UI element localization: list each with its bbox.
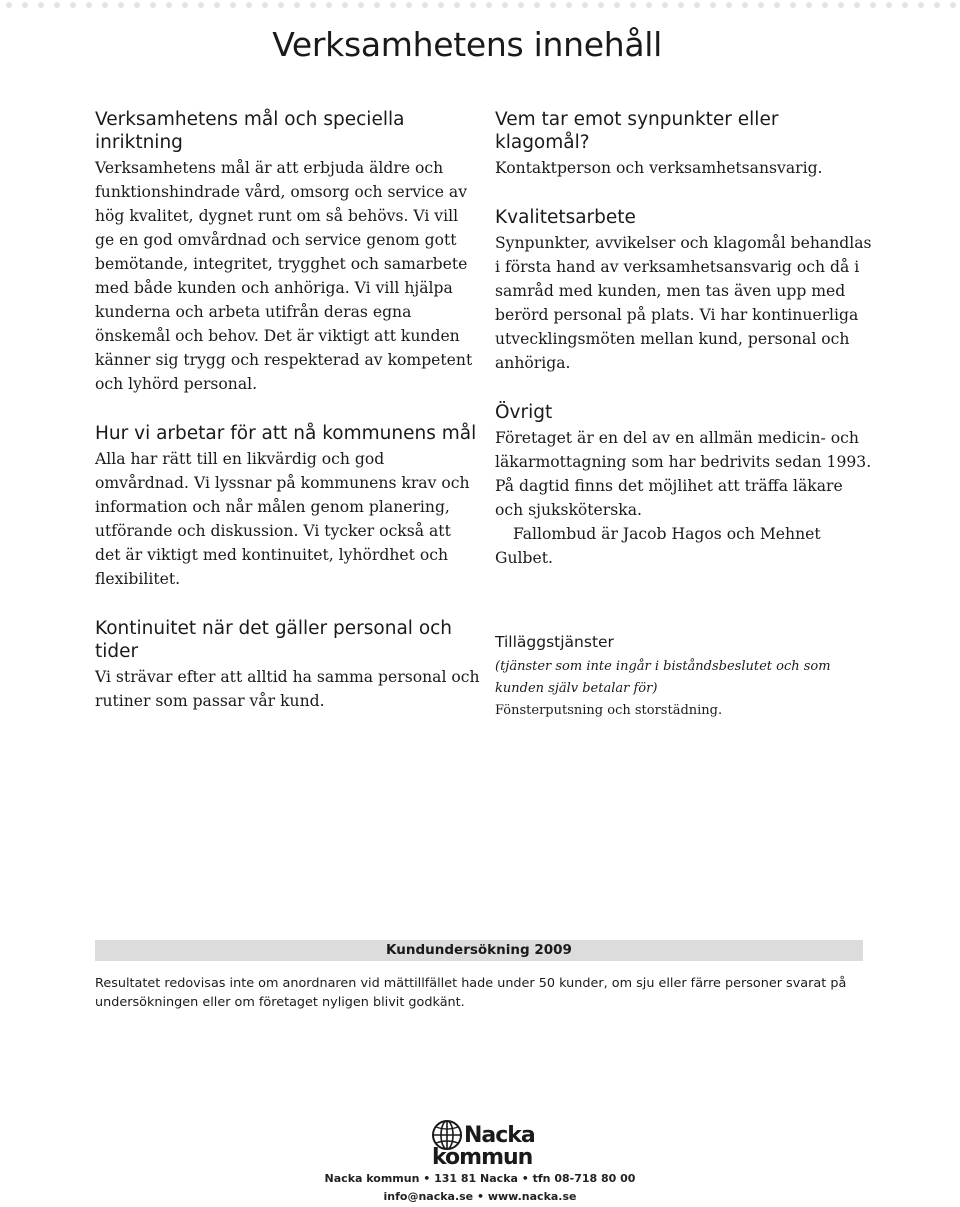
border-dot (102, 2, 108, 8)
border-dot (710, 2, 716, 8)
section-how-we-work (95, 422, 480, 591)
section-other (495, 401, 875, 570)
border-dot (534, 2, 540, 8)
decorative-dot-border (0, 0, 960, 10)
border-dot (838, 2, 844, 8)
additional-services-heading: Tilläggstjänster (495, 633, 614, 651)
border-dot (406, 2, 412, 8)
border-dot (118, 2, 124, 8)
border-dot (774, 2, 780, 8)
border-dot (150, 2, 156, 8)
border-dot (182, 2, 188, 8)
border-dot (326, 2, 332, 8)
section-text: Alla har rätt till en likvärdig och god omvårdnad. Vi lyssnar på kommunens krav och information och når målen genom planering, utförande och diskussion. Vi tycker också att det är viktigt med kontinuitet, lyhördhet och flexibilitet. (95, 450, 470, 588)
section-text-ombud: Fallombud är Jacob Hagos och Mehnet Gulbet. (495, 525, 821, 567)
border-dot (662, 2, 668, 8)
border-dot (22, 2, 28, 8)
section-quality-work (495, 206, 875, 375)
section-complaints (495, 108, 875, 180)
border-dot (918, 2, 924, 8)
border-dot (854, 2, 860, 8)
footer-web: info@nacka.se • www.nacka.se (383, 1190, 577, 1203)
border-dot (790, 2, 796, 8)
logo-word-1: Nacka (464, 1123, 535, 1148)
section-continuity (95, 617, 480, 713)
border-dot (886, 2, 892, 8)
border-dot (614, 2, 620, 8)
border-dot (86, 2, 92, 8)
border-dot (806, 2, 812, 8)
section-goals (95, 108, 480, 396)
border-dot (230, 2, 236, 8)
border-dot (726, 2, 732, 8)
section-text: Vi strävar efter att alltid ha samma personal och rutiner som passar vår kund. (95, 668, 480, 710)
border-dot (214, 2, 220, 8)
border-dot (678, 2, 684, 8)
border-dot (566, 2, 572, 8)
border-dot (166, 2, 172, 8)
border-dot (598, 2, 604, 8)
border-dot (294, 2, 300, 8)
section-heading: Verksamhetens mål och speciella inriktning (95, 109, 405, 153)
section-text: Kontaktperson och verksamhetsansvarig. (495, 159, 823, 177)
border-dot (902, 2, 908, 8)
border-dot (438, 2, 444, 8)
border-dot (198, 2, 204, 8)
border-dot (358, 2, 364, 8)
survey-text: Resultatet redovisas inte om anordnaren vid mättillfället hade under 50 kunder, om sju eller färre personer svarat på undersökningen eller om företaget nyligen blivit godkänt. (95, 976, 847, 1010)
border-dot (950, 2, 956, 8)
border-dot (502, 2, 508, 8)
border-dot (70, 2, 76, 8)
additional-services-note: (tjänster som inte ingår i biståndsbeslutet och som kunden själv betalar för) (495, 659, 831, 696)
footer-contact: Nacka kommun • 131 81 Nacka • tfn 08-718 80 00 (324, 1172, 636, 1185)
border-dot (134, 2, 140, 8)
border-dot (262, 2, 268, 8)
border-dot (822, 2, 828, 8)
page-title: Verksamhetens innehåll (272, 25, 662, 64)
border-dot (374, 2, 380, 8)
left-column (95, 108, 480, 739)
border-dot (470, 2, 476, 8)
border-dot (310, 2, 316, 8)
border-dot (518, 2, 524, 8)
section-text: Synpunkter, avvikelser och klagomål behandlas i första hand av verksamhetsansvarig och då i samråd med kunden, men tas även upp med berörd personal på plats. Vi har kontinuerliga utvecklingsmöten mellan kund, personal och anhöriga. (495, 234, 872, 372)
border-dot (646, 2, 652, 8)
border-dot (742, 2, 748, 8)
border-dot (870, 2, 876, 8)
border-dot (38, 2, 44, 8)
section-heading: Kvalitetsarbete (495, 207, 636, 228)
border-dot (6, 2, 12, 8)
border-dot (278, 2, 284, 8)
border-dot (550, 2, 556, 8)
additional-services (495, 632, 875, 722)
section-text: Verksamhetens mål är att erbjuda äldre och funktionshindrade vård, omsorg och service av hög kvalitet, dygnet runt om så behövs. Vi vill ge en god omvårdnad och service genom gott bemötande, integritet, trygghet och samarbete med både kunden och anhöriga. Vi vill hjälpa kunderna och arbeta utifrån deras egna önskemål och behov. Det är viktigt att kunden känner sig trygg och respekterad av kompetent och lyhörd personal. (95, 159, 473, 393)
section-heading: Hur vi arbetar för att nå kommunens mål (95, 423, 477, 444)
border-dot (758, 2, 764, 8)
section-heading: Vem tar emot synpunkter eller klagomål? (495, 109, 779, 153)
border-dot (486, 2, 492, 8)
additional-services-text: Fönsterputsning och storstädning. (495, 703, 723, 718)
border-dot (694, 2, 700, 8)
logo-word-2: kommun (432, 1145, 533, 1168)
border-dot (422, 2, 428, 8)
survey-title-bar: Kundundersökning 2009 (95, 940, 863, 961)
border-dot (390, 2, 396, 8)
border-dot (934, 2, 940, 8)
section-heading: Övrigt (495, 402, 553, 423)
border-dot (630, 2, 636, 8)
section-text: Företaget är en del av en allmän medicin- och läkarmottagning som har bedrivits sedan 1993. På dagtid finns det möjlihet att träffa läkare och sjuksköterska. (495, 429, 872, 519)
border-dot (342, 2, 348, 8)
border-dot (582, 2, 588, 8)
right-column (495, 108, 875, 596)
border-dot (246, 2, 252, 8)
nacka-logo (430, 1118, 540, 1168)
border-dot (54, 2, 60, 8)
section-heading: Kontinuitet när det gäller personal och tider (95, 618, 453, 662)
border-dot (454, 2, 460, 8)
